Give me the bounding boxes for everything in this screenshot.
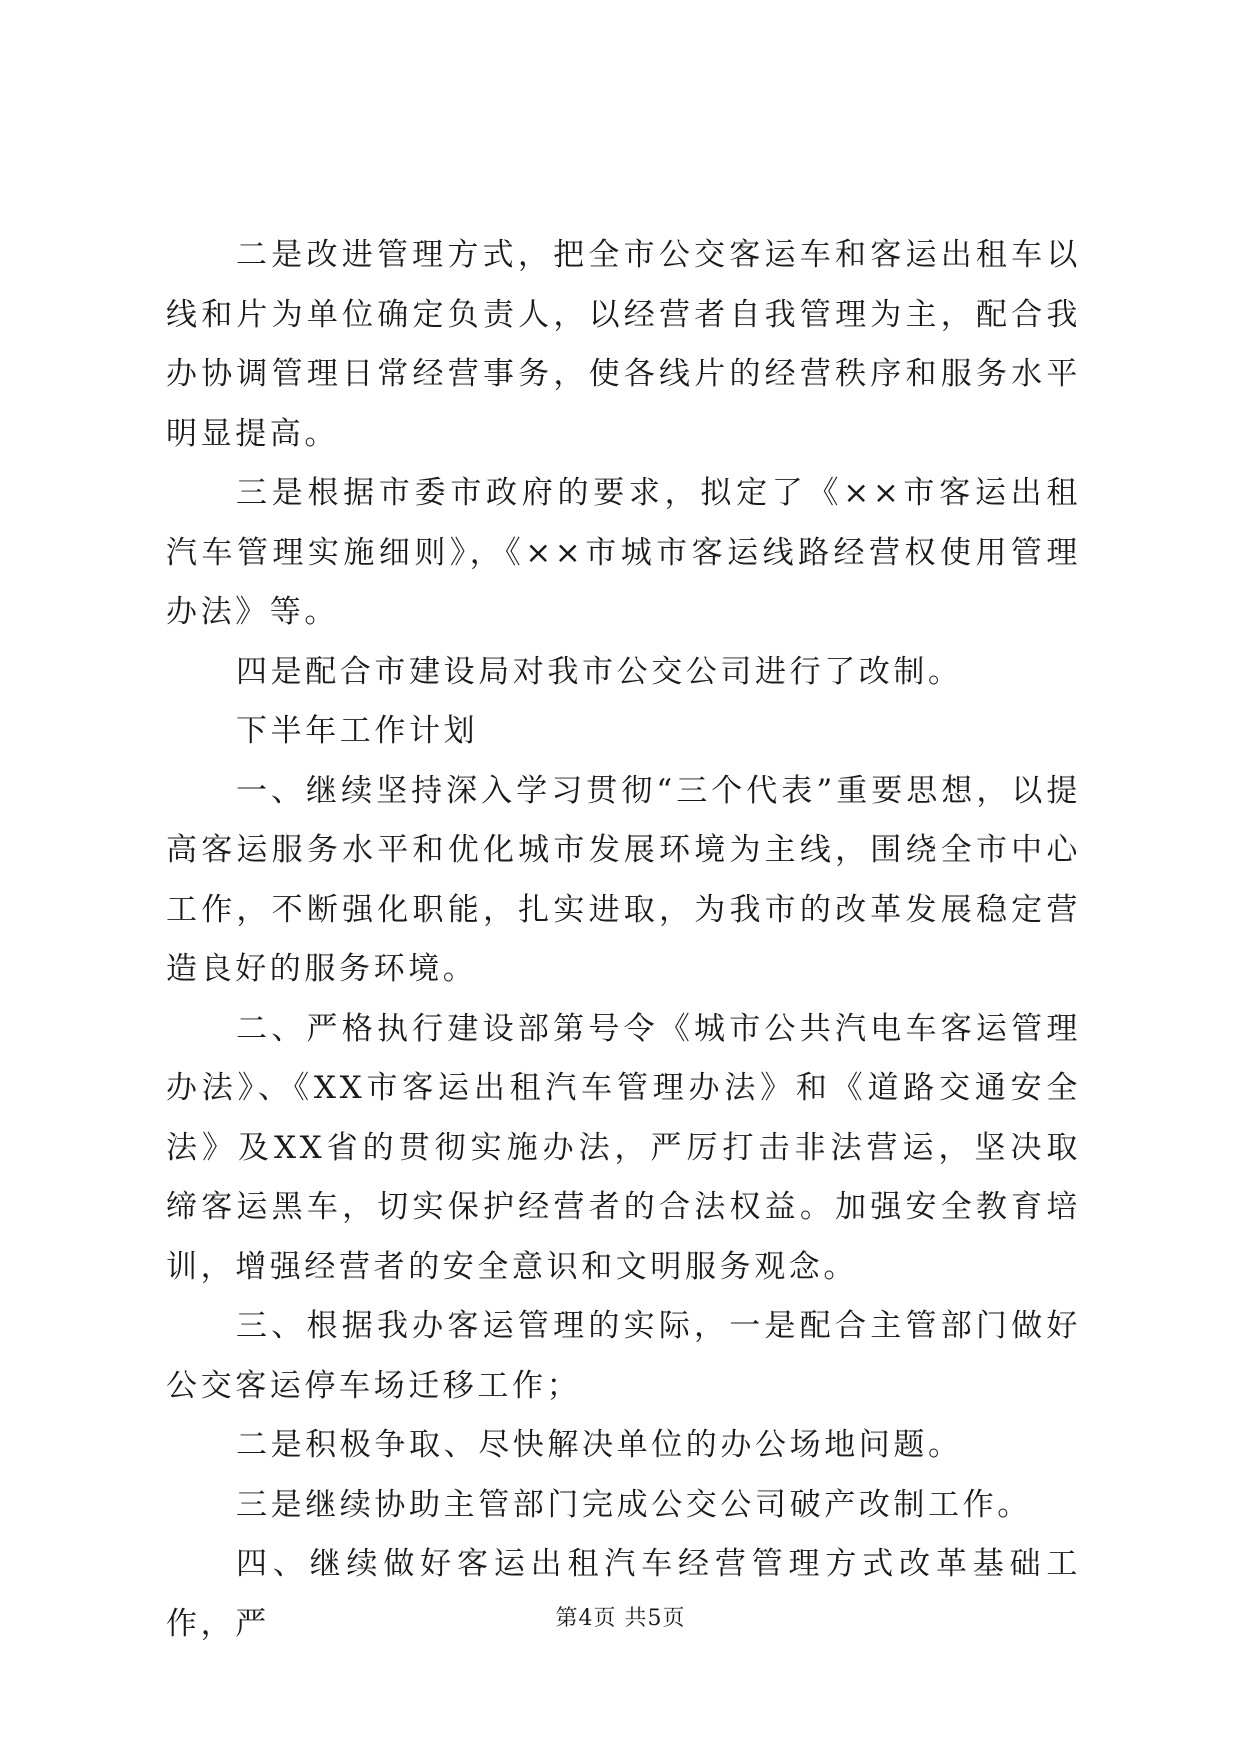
document-body <box>166 226 1081 1654</box>
paragraph-plan-item-2: 二、严格执行建设部第号令《城市公共汽电车客运管理办法》、《XX市客运出租汽车管理办法》和《道路交通安全法》及XX省的贯彻实施办法，严厉打击非法营运，坚决取缔客运黑车，切实保护经营者的合法权益。加强安全教育培训，增强经营者的安全意识和文明服务观念。 <box>166 1010 1081 1285</box>
paragraph-regulations-drafted: 三是根据市委市政府的要求，拟定了《××市客运出租汽车管理实施细则》，《××市城市客运线路经营权使用管理办法》等。 <box>166 475 1081 630</box>
paragraph-management-method: 二是改进管理方式，把全市公交客运车和客运出租车以线和片为单位确定负责人，以经营者自我管理为主，配合我办协调管理日常经营事务，使各线片的经营秩序和服务水平明显提高。 <box>166 237 1081 452</box>
paragraph-plan-item-3-sub-2: 二是积极争取、尽快解决单位的办公场地问题。 <box>236 1427 963 1463</box>
section-heading-second-half-plan: 下半年工作计划 <box>236 713 479 749</box>
paragraph-plan-item-3: 三、根据我办客运管理的实际，一是配合主管部门做好公交客运停车场迁移工作； <box>166 1308 1081 1404</box>
page-number-footer: 第4页 共5页 <box>555 1606 686 1631</box>
paragraph-bus-company-reform: 四是配合市建设局对我市公交公司进行了改制。 <box>236 653 963 690</box>
paragraph-plan-item-3-sub-3: 三是继续协助主管部门完成公交公司破产改制工作。 <box>236 1486 1032 1523</box>
paragraph-plan-item-1: 一、继续坚持深入学习贯彻“三个代表”重要思想，以提高客运服务水平和优化城市发展环境为主线，围绕全市中心工作，不断强化职能，扎实进取，为我市的改革发展稳定营造良好的服务环境。 <box>166 772 1081 987</box>
paragraph-plan-item-4: 四、继续做好客运出租汽车经营管理方式改革基础工作，严 <box>166 1546 1081 1642</box>
